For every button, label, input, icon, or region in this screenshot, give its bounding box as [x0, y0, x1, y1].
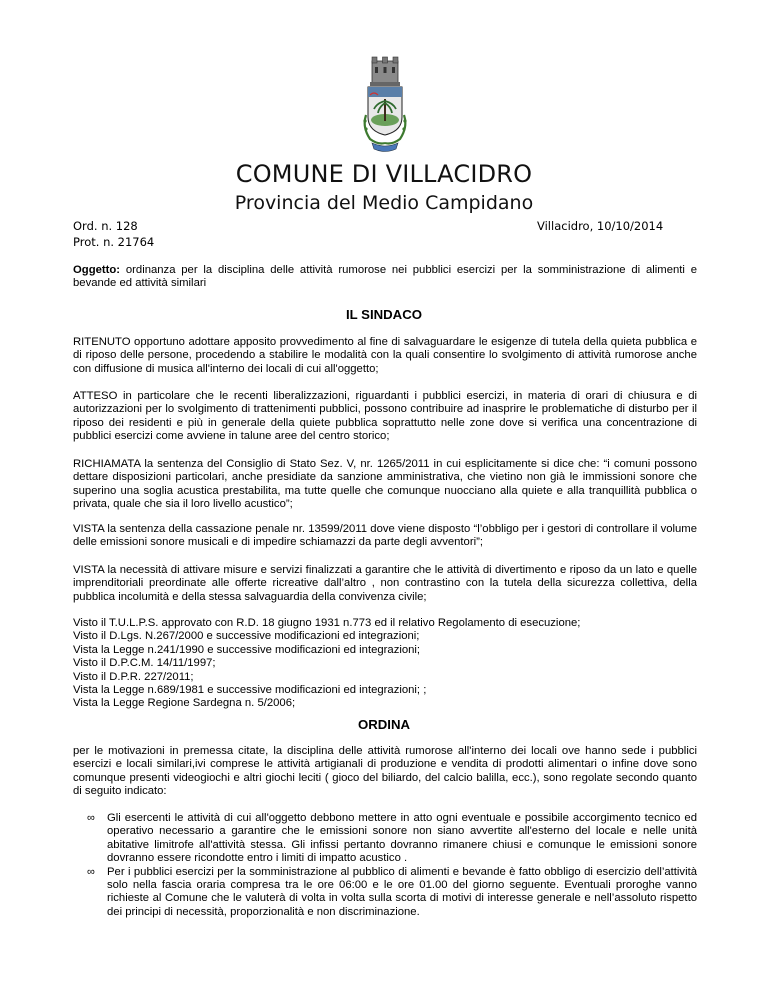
visto-line: Visto il D.P.C.M. 14/11/1997; [73, 657, 216, 670]
atteso-text: ATTESO in particolare che le recenti liberalizzazioni, riguardanti i pubblici esercizi, in materia di orari di chiusura e di autorizzazioni per lo svolgimento di trattenimenti pubblici, possono contribuire ad inasprire le problematiche di disturbo per il riposo dei residenti e più in generale della quiete pubblica soprattutto nelle zone dove si verifica una concentrazione di pubblici esercizi come avviene in talune aree del centro storico; [73, 390, 697, 443]
subject-paragraph [73, 264, 697, 291]
visto-line: Visto il T.U.L.P.S. approvato con R.D. 18 giugno 1931 n.773 ed il relativo Regolamento di esecuzione; [73, 617, 581, 629]
bullet-icon: ∞ [87, 812, 95, 824]
bullet-text: Per i pubblici esercizi per la somministrazione al pubblico di alimenti e bevande è fatto obbligo di esercizio dell’attività solo nella fascia oraria compresa tra le ore 06:00 e le ore 01.00 del giorno seguente. Eventuali proroghe vanno richieste al Comune che le valuterà di volta in volta sulla scorta di motivi di interesse generale e nell’assoluto rispetto dei principi di necessità, proporzionalità e non discriminazione. [107, 865, 697, 918]
visti-list [73, 617, 697, 711]
subject-text: ordinanza per la disciplina delle attività rumorose nei pubblici esercizi per la somministrazione di alimenti e bevande ed attività similari [73, 264, 697, 290]
bullet-icon: ∞ [87, 865, 95, 878]
ordina-heading: ORDINA [357, 717, 411, 732]
richiamata-paragraph [73, 458, 697, 512]
ordina-intro-text: per le motivazioni in premessa citate, la disciplina delle attività rumorose all'interno dei locali ove hanno sede i pubblici esercizi e locali similari,ivi comprese le attività artigianali di produzione e vendita di prodotti alimentari o infine dove sono comunque presenti videogiochi e altri giochi leciti ( gioco del biliardo, del calcio balilla, ecc.), sono regolate secondo quanto di seguito indicato: [73, 745, 697, 798]
vista-necessita-text: VISTA la necessità di attivare misure e servizi finalizzati a garantire che le attività di divertimento e riposo da un lato e quelle imprenditoriali preordinate alle offerte ricreative dall’altro , non contrastino con la tutela della sicurezza collettiva, della pubblica incolumità e della stessa salvaguardia della convivenza civile; [73, 564, 697, 603]
atteso-paragraph [73, 390, 697, 444]
bullet-text: Gli esercenti le attività di cui all'oggetto debbono mettere in atto ogni eventuale e possibile accorgimento tecnico ed operativo necessario a garantire che le emissioni sonore non siano avvertite all'esterno del locale e nelle unità abitative limitrofe all'attività stessa. Gli infissi pertanto dovranno rimanere chiusi e comunque le emissioni sonore dovranno essere ricondotte entro i limiti di impatto acustico . [107, 812, 697, 865]
visto-line: Vista la Legge Regione Sardegna n. 5/2006; [73, 697, 296, 710]
ritenuto-text: RITENUTO opportuno adottare apposito provvedimento al fine di salvaguardare le esigenze di tutela della quieta pubblica e di riposo delle persone, procedendo a stabilire le modalità con la quali consentire lo svolgimento di attività rumorose anche con diffusione di musica all'interno dei locali di cui all'oggetto; [73, 336, 697, 375]
vista-necessita-paragraph [73, 564, 697, 604]
richiamata-text: RICHIAMATA la sentenza del Consiglio di Stato Sez. V, nr. 1265/2011 in cui esplicitamente si dice che: “i comuni possono dettare disposizioni particolari, anche presidiate da sanzione amministrativa, che vietino non già le immissioni sonore che superino una soglia acustica prestabilita, ma tutte quelle che comunque nuocciano alla quiete e alla tranquillità pubblica o privata, quale che sia il loro livello acustico”; [73, 458, 697, 511]
ritenuto-paragraph [73, 336, 697, 376]
visto-line: Visto il D.Lgs. N.267/2000 e successive modificazioni ed integrazioni; [73, 630, 420, 643]
vista-cassazione-paragraph [73, 523, 697, 550]
provincia-subtitle: Provincia del Medio Campidano [234, 192, 534, 214]
visto-line: Visto il D.P.R. 227/2011; [73, 670, 194, 683]
sindaco-heading: IL SINDACO [346, 307, 422, 322]
list-item [73, 812, 697, 866]
subject-label: Oggetto: [73, 264, 121, 276]
comune-title: COMUNE DI VILLACIDRO [235, 160, 533, 188]
place-and-date: Villacidro, 10/10/2014 [537, 219, 664, 233]
vista-cassazione-text: VISTA la sentenza della cassazione penale nr. 13599/2011 dove viene disposto “l’obbligo per i gestori di controllare il volume delle emissioni sonore musicali e di impedire schiamazzi da parte degli avventori”; [73, 523, 697, 549]
protocol-number: Prot. n. 21764 [73, 235, 155, 249]
ordinance-number: Ord. n. 128 [73, 219, 138, 233]
ordina-bullet-list [73, 812, 697, 919]
visto-line: Vista la Legge n.241/1990 e successive modificazioni ed integrazioni; [73, 643, 421, 656]
visto-line: Vista la Legge n.689/1981 e successive modificazioni ed integrazioni; ; [73, 684, 427, 697]
ordina-intro-paragraph [73, 745, 697, 799]
list-item [73, 866, 697, 920]
